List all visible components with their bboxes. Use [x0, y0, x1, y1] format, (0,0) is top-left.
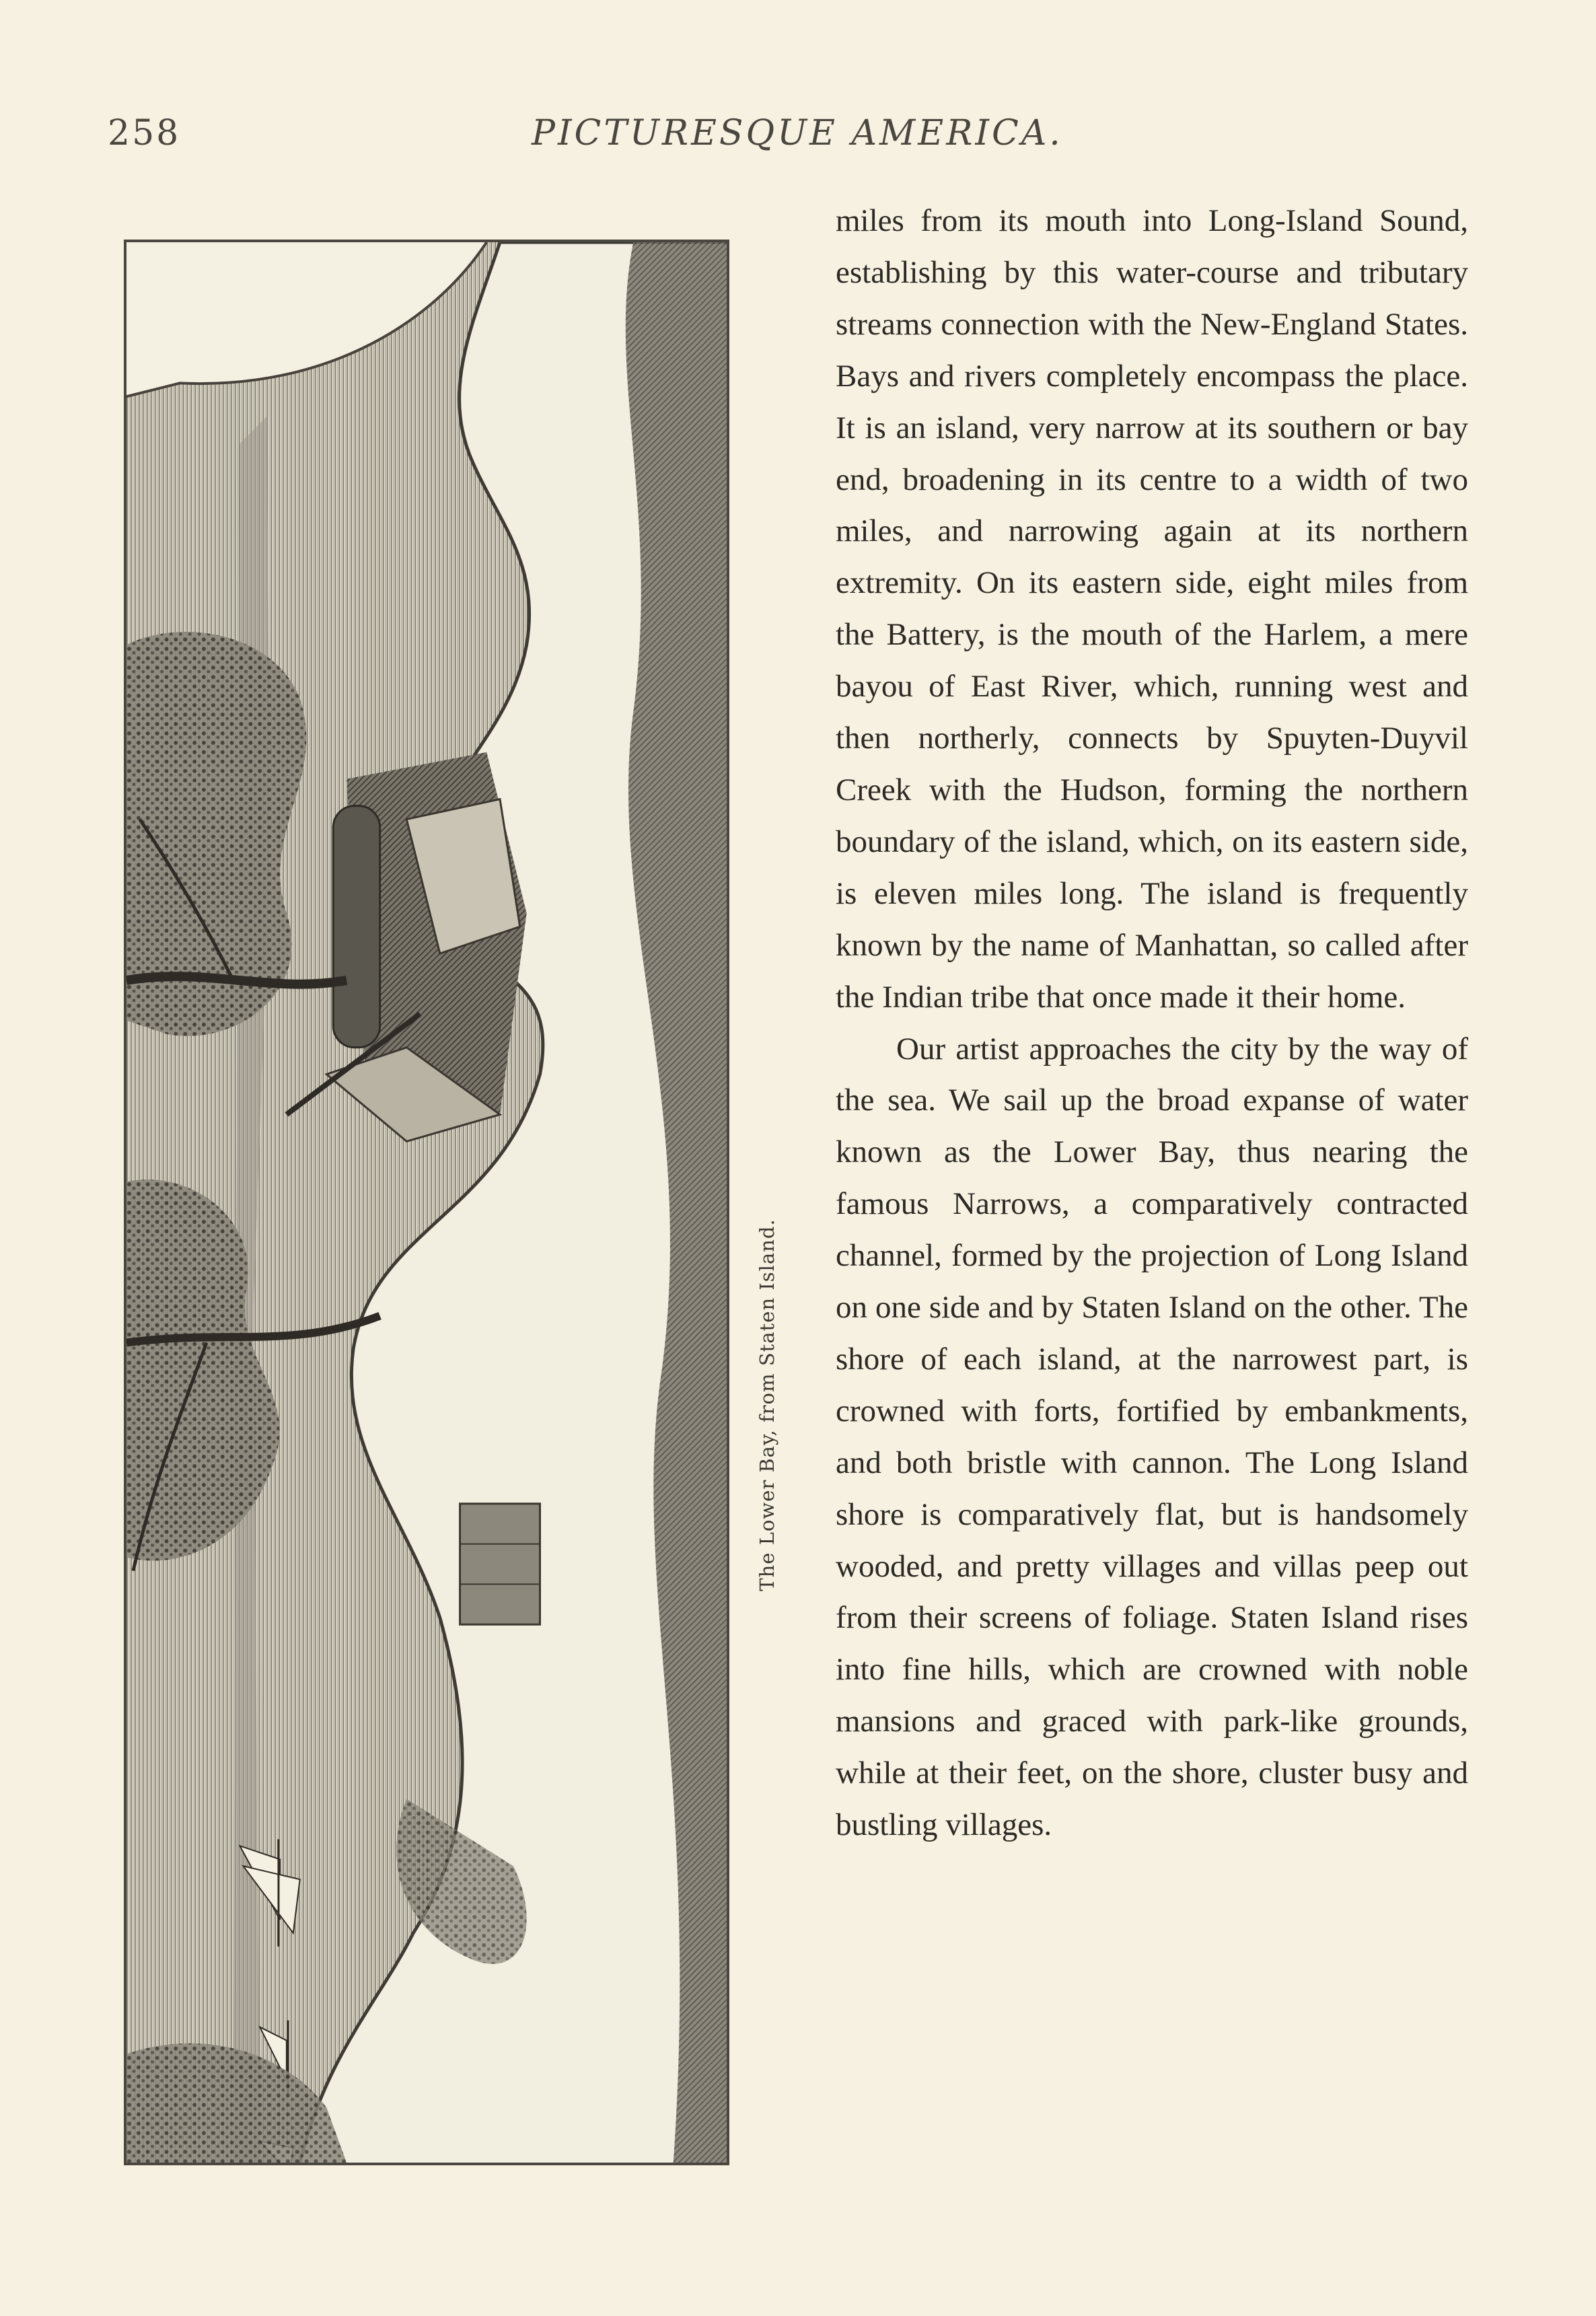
paragraph: miles from its mouth into Long-Island Sound, establishing by this water-course and tributary streams connection with the New-England States. Bays and rivers completely encompass the place. It is an island, very narrow at its southern or bay end, broadening in its centre to a width of two miles, and narrowing again at its northern extremity. On its eastern side, eight miles from the Battery, is the mouth of the Harlem, a mere bayou of East River, which, running west and then northerly, connects by Spuyten-Duyvil Creek with the Hudson, forming the northern boundary of the island, which, on its eastern side, is eleven miles long. The island is frequently known by the name of Manhattan, so called after the Indian tribe that once made it their home. [836, 203, 1468, 1015]
paragraph: Our artist approaches the city by the way of the sea. We sail up the broad expanse of water known as the Lower Bay, thus nearing the famous Narrows, a comparatively contracted channel, formed by the projection of Long Island on one side and by Staten Island on the other. The shore of each island, at the narrowest part, is crowned with forts, fortified by embankments, and both bristle with cannon. The Long Island shore is comparatively flat, but is handsomely wooded, and pretty villages and villas peep out from their screens of foliage. Staten Island rises into fine hills, which are crowned with noble mansions and graced with park-like grounds, while at their feet, on the shore, cluster busy and bustling villages. [836, 1031, 1468, 1843]
running-title: PICTURESQUE AMERICA. [532, 113, 1063, 153]
body-text [836, 195, 1468, 1851]
illustration-caption: The Lower Bay, from Staten Island. [756, 1219, 778, 1591]
page-number: 258 [108, 113, 181, 153]
engraving-illustration [124, 240, 729, 2165]
